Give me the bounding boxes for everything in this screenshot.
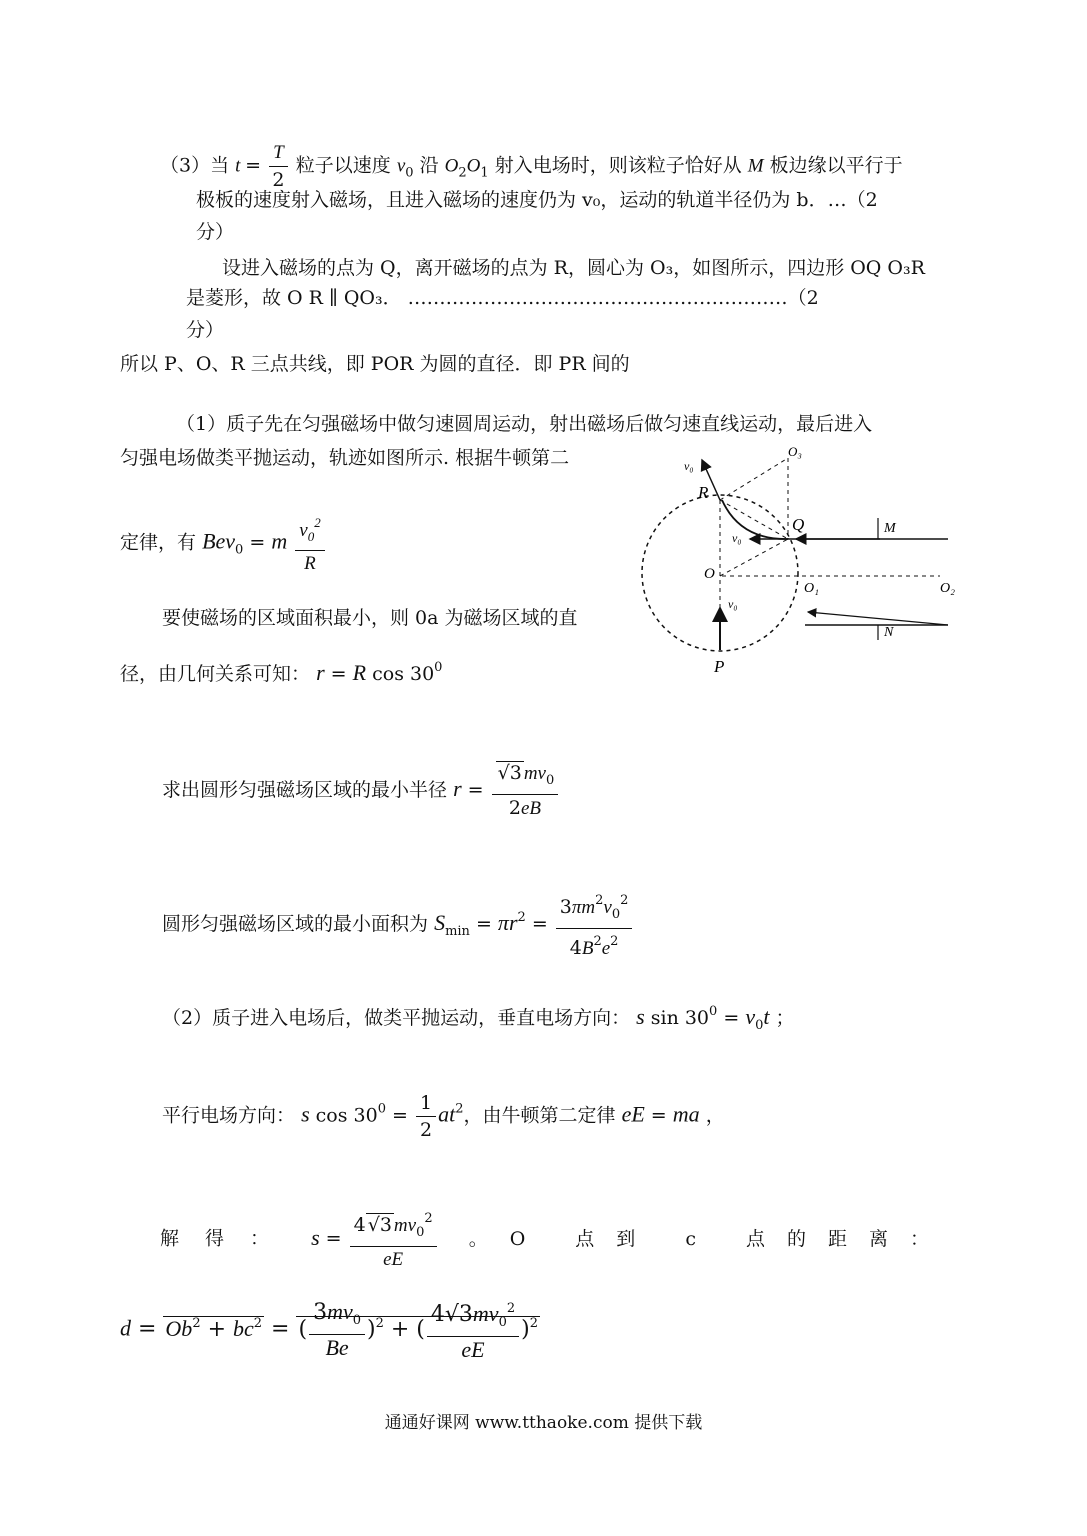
p2-line1: （2）质子进入电场后，做类平抛运动，垂直电场方向： s $\sin 30^0 = v_0t$ ；: [162, 1004, 795, 1033]
p1-line5: 径，由几何关系可知： r = R $\cos 30^0$: [120, 660, 443, 685]
label-N: N: [884, 625, 894, 640]
p2-line2: 平行电场方向： s $\cos 30^0$ = $\frac{1}{2}$ $at^2$，由牛顿第二定律 eE = ma ，: [162, 1092, 725, 1141]
p3-line3: 分）: [196, 221, 235, 243]
label-O: O: [704, 566, 715, 582]
p1-line4: 要使磁场的区域面积最小，则 0a 为磁场区域的直: [162, 607, 578, 629]
p3-line6: 分）: [186, 319, 225, 341]
label-v0-mid: v₀: [732, 531, 742, 545]
p3-line7: 所以 P、O、R 三点共线，即 POR 为圆的直径．即 PR 间的: [120, 353, 630, 375]
p2-line3: 解得： s = $\frac{4 √3 mv_0^2}{eE}$ 。O 点到 c 点的距离：: [160, 1206, 951, 1273]
label-O3: O₃: [788, 444, 802, 459]
label-O1: O₁: [804, 581, 819, 596]
label-v0-top: v₀: [684, 459, 694, 473]
p1-line6: 求出圆形匀强磁场区域的最小半径 r = $\frac{√3 mv_0}{2eB}$: [162, 760, 560, 822]
label-Q: Q: [792, 515, 805, 534]
p1-line7: 圆形匀强磁场区域的最小面积为 $S_{min} = \pi r^2$ = $\frac{3\pi m^2v_0^2}{4B^2e^2}$: [162, 888, 634, 962]
page-footer: 通通好课网 www.tthaoke.com 提供下载: [384, 1413, 703, 1433]
label-M: M: [884, 521, 896, 536]
p3-line1: （3）当 t = $\frac{T}{2}$ 粒子以速度 $v_0$ 沿 $O_2O_1$ 射入电场时，则该粒子恰好从 M 板边缘以平行于: [160, 142, 903, 191]
physics-diagram: [640, 440, 970, 680]
p3-line2: 极板的速度射入磁场，且进入磁场的速度仍为 v₀，运动的轨道半径仍为 b．…（2: [196, 189, 878, 211]
label-P: P: [714, 657, 725, 676]
label-R: R: [698, 483, 709, 502]
label-v0-low: v₀: [728, 597, 738, 611]
p1-line1: （1）质子先在匀强磁场中做匀速圆周运动，射出磁场后做匀速直线运动，最后进入: [176, 413, 873, 435]
p3-line5: 是菱形，故 O R ∥ QO₃． ……………………………………………………（2: [186, 287, 819, 309]
p1-line3: 定律，有 Bev$_0$ = m $\frac{v_0^2}{R}$: [120, 510, 327, 577]
p1-line2: 匀强电场做类平抛运动，轨迹如图所示. 根据牛顿第二: [120, 447, 570, 469]
label-O2: O₂: [940, 581, 955, 596]
p2-line4: $d = Ob^2 + bc^2$ = ( $\frac{3mv_0}{Be}$ )$^2$ + ( $\frac{4√3mv_0^2}{eE}$ )$^2$: [120, 1296, 540, 1363]
p3-line4: 设进入磁场的点为 Q，离开磁场的点为 R，圆心为 O₃，如图所示，四边形 OQ O₃R: [222, 257, 925, 279]
